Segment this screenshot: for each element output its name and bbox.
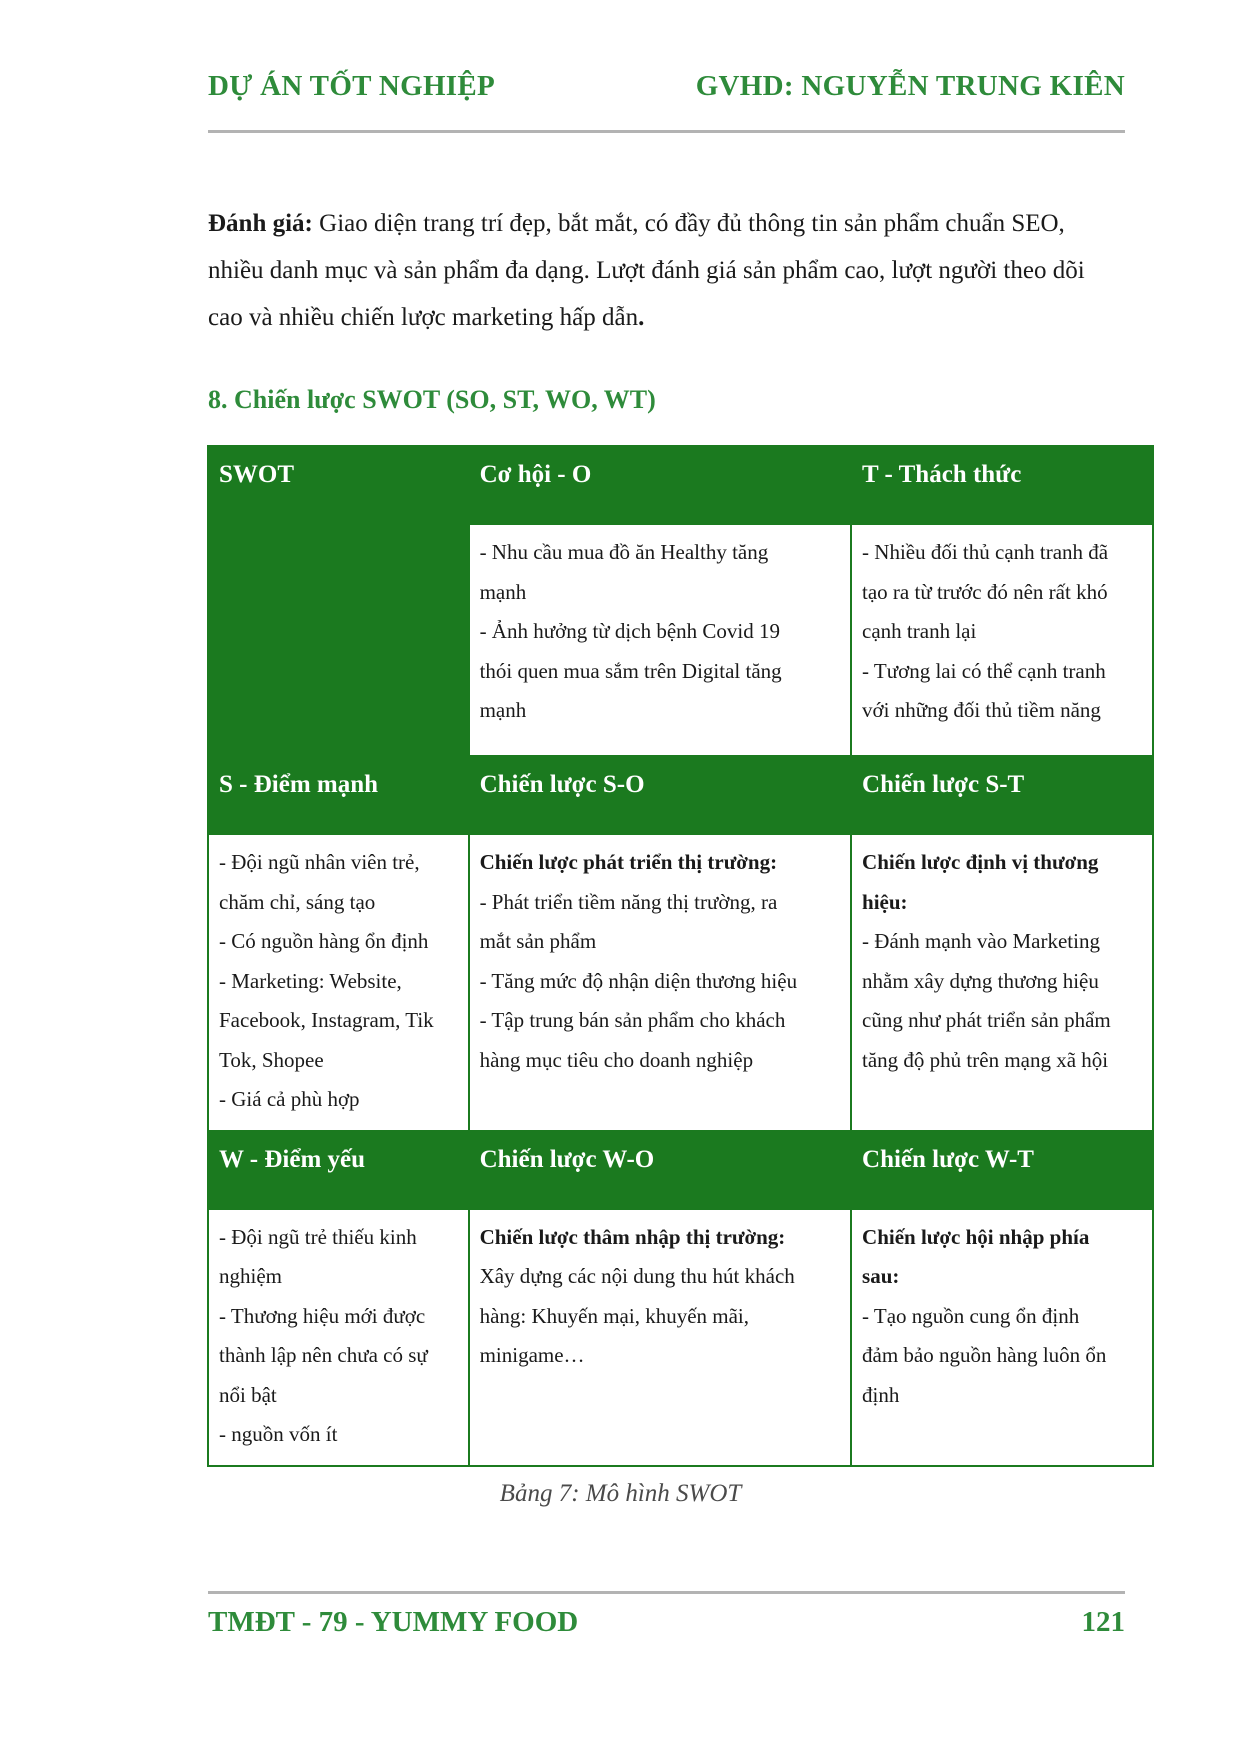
so-strategy-cell	[469, 834, 851, 1131]
cell-text-line: với những đối thủ tiềm năng	[862, 698, 1101, 722]
cell-text-line: - Tăng mức độ nhận diện thương hiệu	[479, 968, 798, 993]
wt-strategy-cell	[851, 1209, 1153, 1466]
cell-text-line: cũng như phát triển sản phẩm	[862, 1008, 1111, 1032]
table-caption: Bảng 7: Mô hình SWOT	[499, 1480, 742, 1507]
header-supervisor: GVHD: NGUYỄN TRUNG KIÊN	[695, 70, 1125, 102]
cell-text-line: nhằm xây dựng thương hiệu	[862, 968, 1099, 993]
page-header	[208, 70, 1125, 110]
cell-text-line: minigame…	[479, 1343, 585, 1367]
cell-text-line: Chiến lược hội nhập phía	[862, 1224, 1090, 1249]
table-row-w	[208, 1209, 1153, 1466]
cell-text-line: cạnh tranh lại	[862, 619, 977, 643]
cell-text-line: nổi bật	[219, 1382, 277, 1407]
st-strategy-cell	[851, 834, 1153, 1131]
cell-text-line: - Marketing: Website,	[219, 968, 402, 993]
evaluation-text: Giao diện trang trí đẹp, bắt mắt, có đầy đủ thông tin sản phẩm chuẩn SEO, nhiều danh mục và sản phẩm đa dạng. Lượt đánh giá sản phẩm cao, lượt người theo dõi cao và nhiều chiến lược marketing hấp dẫn	[208, 210, 1085, 331]
cell-text-line: hiệu:	[862, 889, 908, 914]
cell-text-line: Chiến lược phát triển thị trường:	[479, 850, 778, 874]
cell-text-line: - Đánh mạnh vào Marketing	[862, 929, 1100, 953]
table-row-ot	[208, 524, 1153, 756]
cell-text-line: mắt sản phẩm	[479, 929, 597, 953]
weaknesses-header-cell: W - Điểm yếu	[208, 1131, 469, 1209]
cell-text-line: mạnh	[479, 698, 527, 722]
cell-text-line: Tok, Shopee	[219, 1047, 324, 1072]
cell-text-line: - Tương lai có thể cạnh tranh	[862, 658, 1106, 683]
evaluation-label: Đánh giá:	[208, 210, 313, 237]
threats-header-cell: T - Thách thức	[851, 446, 1153, 524]
table-row-s	[208, 834, 1153, 1131]
swot-header-cell: SWOT	[208, 446, 469, 524]
strengths-cell	[208, 834, 469, 1131]
cell-text-line: Facebook, Instagram, Tik	[219, 1008, 434, 1032]
cell-text-line: - Thương hiệu mới được	[219, 1303, 426, 1328]
cell-text-line: - Nhu cầu mua đồ ăn Healthy tăng	[479, 540, 769, 564]
cell-text-line: - Nhiều đối thủ cạnh tranh đã	[862, 540, 1109, 564]
cell-text-line: hàng: Khuyến mại, khuyến mãi,	[479, 1303, 750, 1328]
so-header-cell: Chiến lược S-O	[469, 756, 851, 834]
cell-text-line: thành lập nên chưa có sự	[219, 1343, 428, 1367]
cell-text-line: tạo ra từ trước đó nên rất khó	[862, 579, 1108, 604]
opportunities-cell	[469, 524, 851, 756]
header-project-title: DỰ ÁN TỐT NGHIỆP	[208, 70, 496, 102]
opportunities-header-cell: Cơ hội - O	[469, 446, 851, 524]
cell-text-line: tăng độ phủ trên mạng xã hội	[862, 1047, 1109, 1072]
table-row-s-header	[208, 756, 1153, 834]
swot-corner-cell	[208, 524, 469, 756]
footer-doc-title: TMĐT - 79 - YUMMY FOOD	[208, 1606, 579, 1638]
footer-divider	[208, 1591, 1125, 1594]
cell-text-line: thói quen mua sắm trên Digital tăng	[479, 658, 782, 683]
cell-text-line: mạnh	[479, 579, 527, 604]
cell-text-line: Chiến lược thâm nhập thị trường:	[479, 1224, 786, 1249]
evaluation-paragraph	[208, 200, 1125, 341]
cell-text-line: hàng mục tiêu cho doanh nghiệp	[479, 1047, 754, 1072]
wo-header-cell: Chiến lược W-O	[469, 1131, 851, 1209]
threats-cell	[851, 524, 1153, 756]
cell-text-line: - Phát triển tiềm năng thị trường, ra	[479, 889, 778, 914]
cell-text-line: nghiệm	[219, 1264, 282, 1288]
cell-text-line: - Giá cả phù hợp	[219, 1087, 360, 1111]
cell-text-line: Xây dựng các nội dung thu hút khách	[479, 1264, 795, 1288]
cell-text-line: - Đội ngũ trẻ thiếu kinh	[219, 1224, 417, 1249]
cell-text-line: chăm chỉ, sáng tạo	[219, 889, 376, 914]
cell-text-line: - Ảnh hưởng từ dịch bệnh Covid 19	[479, 619, 780, 643]
table-row-w-header	[208, 1131, 1153, 1209]
cell-text-line: Chiến lược định vị thương	[862, 850, 1099, 874]
section-title: 8. Chiến lược SWOT (SO, ST, WO, WT)	[208, 385, 656, 414]
weaknesses-cell	[208, 1209, 469, 1466]
wo-strategy-cell	[469, 1209, 851, 1466]
strengths-header-cell: S - Điểm mạnh	[208, 756, 469, 834]
page-footer	[208, 1606, 1125, 1646]
cell-text-line: - Đội ngũ nhân viên trẻ,	[219, 850, 420, 874]
evaluation-end: .	[638, 304, 645, 331]
st-header-cell: Chiến lược S-T	[851, 756, 1153, 834]
header-divider	[208, 130, 1125, 133]
cell-text-line: - Tạo nguồn cung ổn định	[862, 1303, 1080, 1328]
page-number: 121	[1081, 1606, 1125, 1638]
cell-text-line: - nguồn vốn ít	[219, 1422, 338, 1446]
cell-text-line: - Có nguồn hàng ổn định	[219, 929, 429, 953]
wt-header-cell: Chiến lược W-T	[851, 1131, 1153, 1209]
swot-table	[207, 445, 1154, 1467]
cell-text-line: định	[862, 1382, 900, 1407]
table-row-header	[208, 446, 1153, 524]
cell-text-line: đảm bảo nguồn hàng luôn ổn	[862, 1343, 1107, 1367]
cell-text-line: sau:	[862, 1264, 900, 1288]
cell-text-line: - Tập trung bán sản phẩm cho khách	[479, 1008, 786, 1032]
